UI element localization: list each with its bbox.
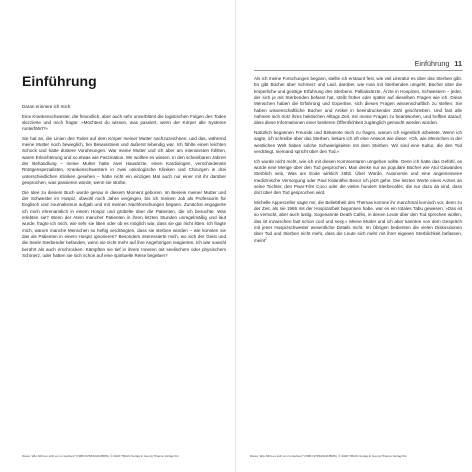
paragraph: Natürlich begannen Freunde und Bekannte mich zu fragen, warum ich eigentlich arbeitete. Wenn ich sagte, ich schreibe über das Sterben, bekam ich oft eine Antwort wie diese: »Oh, wie Menschen in der westlichen Welt haben solche Schwierigkeiten mit dem Sterben. Wir sind eine Kultur, die den Tod verdrängt, niemand spricht über den Tod.«	[254, 129, 462, 154]
running-head	[415, 59, 462, 68]
paragraph-text: Michelle Appeszeller sagte mir, die Beliebtheit des Themas komme ihr manchmal komisch vor, denn zu der Zeit, als sie 1986 mit der Hospizarbeit begonnen habe, war es ein totales Tabu gewesen. »Das ist so verrückt, aber auch lustig. Sogenannte Death Cafés, in denen Leute über den Tod sprechen wollen, das ist inzwischen fast schon cool und sexy.« Meine Mutter und ich aber kannten von dem Gespräch mit jener Hospizschwester wesentliche Details nicht. Im Übrigen bedienten die vielen Diskussionen über Tod und Sterben nicht mehr, dass die Leute sich mehr mit ihrer eigenen Sterblichkeit befassen, meint	[254, 199, 462, 243]
paragraph-with-footnote	[254, 200, 462, 244]
header-rule	[254, 70, 463, 71]
right-body-text	[254, 76, 462, 247]
paragraph: Eine Krankenschwester, die freundlich, aber auch sehr unverblümt die logistischen Folgen des Todes skizzierte und mich fragte: »Möchtest du wissen, was passiert, wenn der Körper alle Systeme runterfährt?«	[22, 113, 226, 132]
page-footer: Diese: Wie fühlt es sich an zu sterben? (ISBN 9783432118586), © 2020 TRIAS Verlag in Georg Thieme Verlag KG	[22, 454, 179, 458]
page-footer: Diese: Wie fühlt es sich an zu sterben? (ISBN 9783432118586), © 2020 TRIAS Verlag in Georg Thieme Verlag KG	[250, 454, 407, 458]
left-body-text	[22, 104, 226, 263]
chapter-title: Einführung	[22, 73, 97, 89]
paragraph: Sie hat an, die Linien des Todes auf dem Körper meiner Mutter nachzuzeichnen, und das, während meine Mutter noch beweglich, bei Bewusstsein und äußerst lebendig war. Ich fühlte einen leichten Schock und hatte düstere Vorahnungen. War meine Mutter und ich aber am intensivsten fühlten, waren Erleichterung und so etwas wie Faszination. Wir wollten es wissen. In den scheinbaren Jahren der Behandlung – meine Mutter hatte zwei Hausärzte, einen Kardiologen, verschiedenste Röntgenspezialisten, Krankenschwestern in zwei onkologische Kliniken und Chirurgen in drei unterschiedlichen Kliniken gesehen – hatte nicht ein einziges Mal auch nur einer mit ihr darüber gesprochen, was passieren würde, wenn sie stürbe.	[22, 135, 226, 186]
paragraph: Die Idee zu diesem Buch wurde genau in diesem Moment geboren. Im Beisein meiner Mutter und der Schwester im Hospiz, obwohl noch Jahre vergingen, bis ich meinen Job als Professorin für Englisch und Journalismus aufgab und mit meinen Nachforschungen begann. Zunächst engagierte ich mich ehrenamtlich in einem Hospiz und grübelte über die Patienten, die ich besuchte. Was erlebten sie? Wenn der Atem mancher Patienten in ihren letzten Stunden unregelmäßig und laut wurde, fragte ich mich, wie sehr sie litten oder ob es möglich war, dass sie gar nicht litten. Ich fragte mich, warum manche Menschen so heftig verdrängten, dass sie sterben würden – wie konnten sie das als Patienten in einem Hospiz ignorieren? Besonders interessierte mich, wo sich der Geist und die Seele Sterbender befanden, wenn sie nicht mehr auf ihre Angehörigen reagierten. Ich war sowohl berührt als auch erschrocken: Kämpften sie tief in ihrem Inneren mit seelischem oder physischem Schmerz, oder hatten sie sich schon auf eine spirituelle Reise begeben?	[22, 189, 226, 259]
right-page	[236, 0, 472, 472]
paragraph: Als ich meine Forschungen begann, stellte ich erstaunt fest, wie viel Literatur es über das Sterben gibt. Es gibt Bücher über Schmerz und Leid, darüber, wie man mit Sterbenden umgeht, Bücher über die körperliche und geistige Erfahrung des Sterbens. Palliativärzte, Ärzte in Hospizen, Schwestern – jeder, der sich je mit Sterbenden befasst hat, stößt früher oder später auf dieselben Fragen wie ich. Diese Menschen haben die Erfahrung und Expertise, sich diesen Fragen wissenschaftlich zu stellen. Sie haben wissenschaftliche Bücher und Artikel in beeindruckender Zahl geschrieben. Und fast alle nahmen sich trotz ihres hektischen Alltags Zeit, mir meine Fragen zu beantworten, und hofften darauf, dass diese Informationen einer breiteren Öffentlichkeit zugänglich gemacht werden würden.	[254, 76, 462, 126]
footnote-marker: 2	[265, 236, 267, 241]
running-head-title: Einführung	[414, 59, 450, 68]
page-number: 11	[454, 59, 462, 68]
paragraph: Daran erinnere ich mich:	[22, 104, 72, 109]
paragraph: Ich wurde nicht recht, wie ich mit diesen Kommentaren umgehen sollte. Denn ich hatte das Gefühl, es würde eine Menge über den Tod gesprochen. Man denke nur an populäre Bücher wie Atul Gawandes Sterblich sein, Was am Ende wirklich zählt. Über Würde, Autonomie und eine angemessene medizinische Versorgung oder Paul Kalanithis Bevor ich jetzt gehe. Die letzten Worte eines Arztes an seine Tochter, den Pixar-Film Coco oder die vielen hundert Sterbecafés, die nur dazu da sind, dass dort über den Tod gesprochen wird.	[254, 158, 462, 196]
